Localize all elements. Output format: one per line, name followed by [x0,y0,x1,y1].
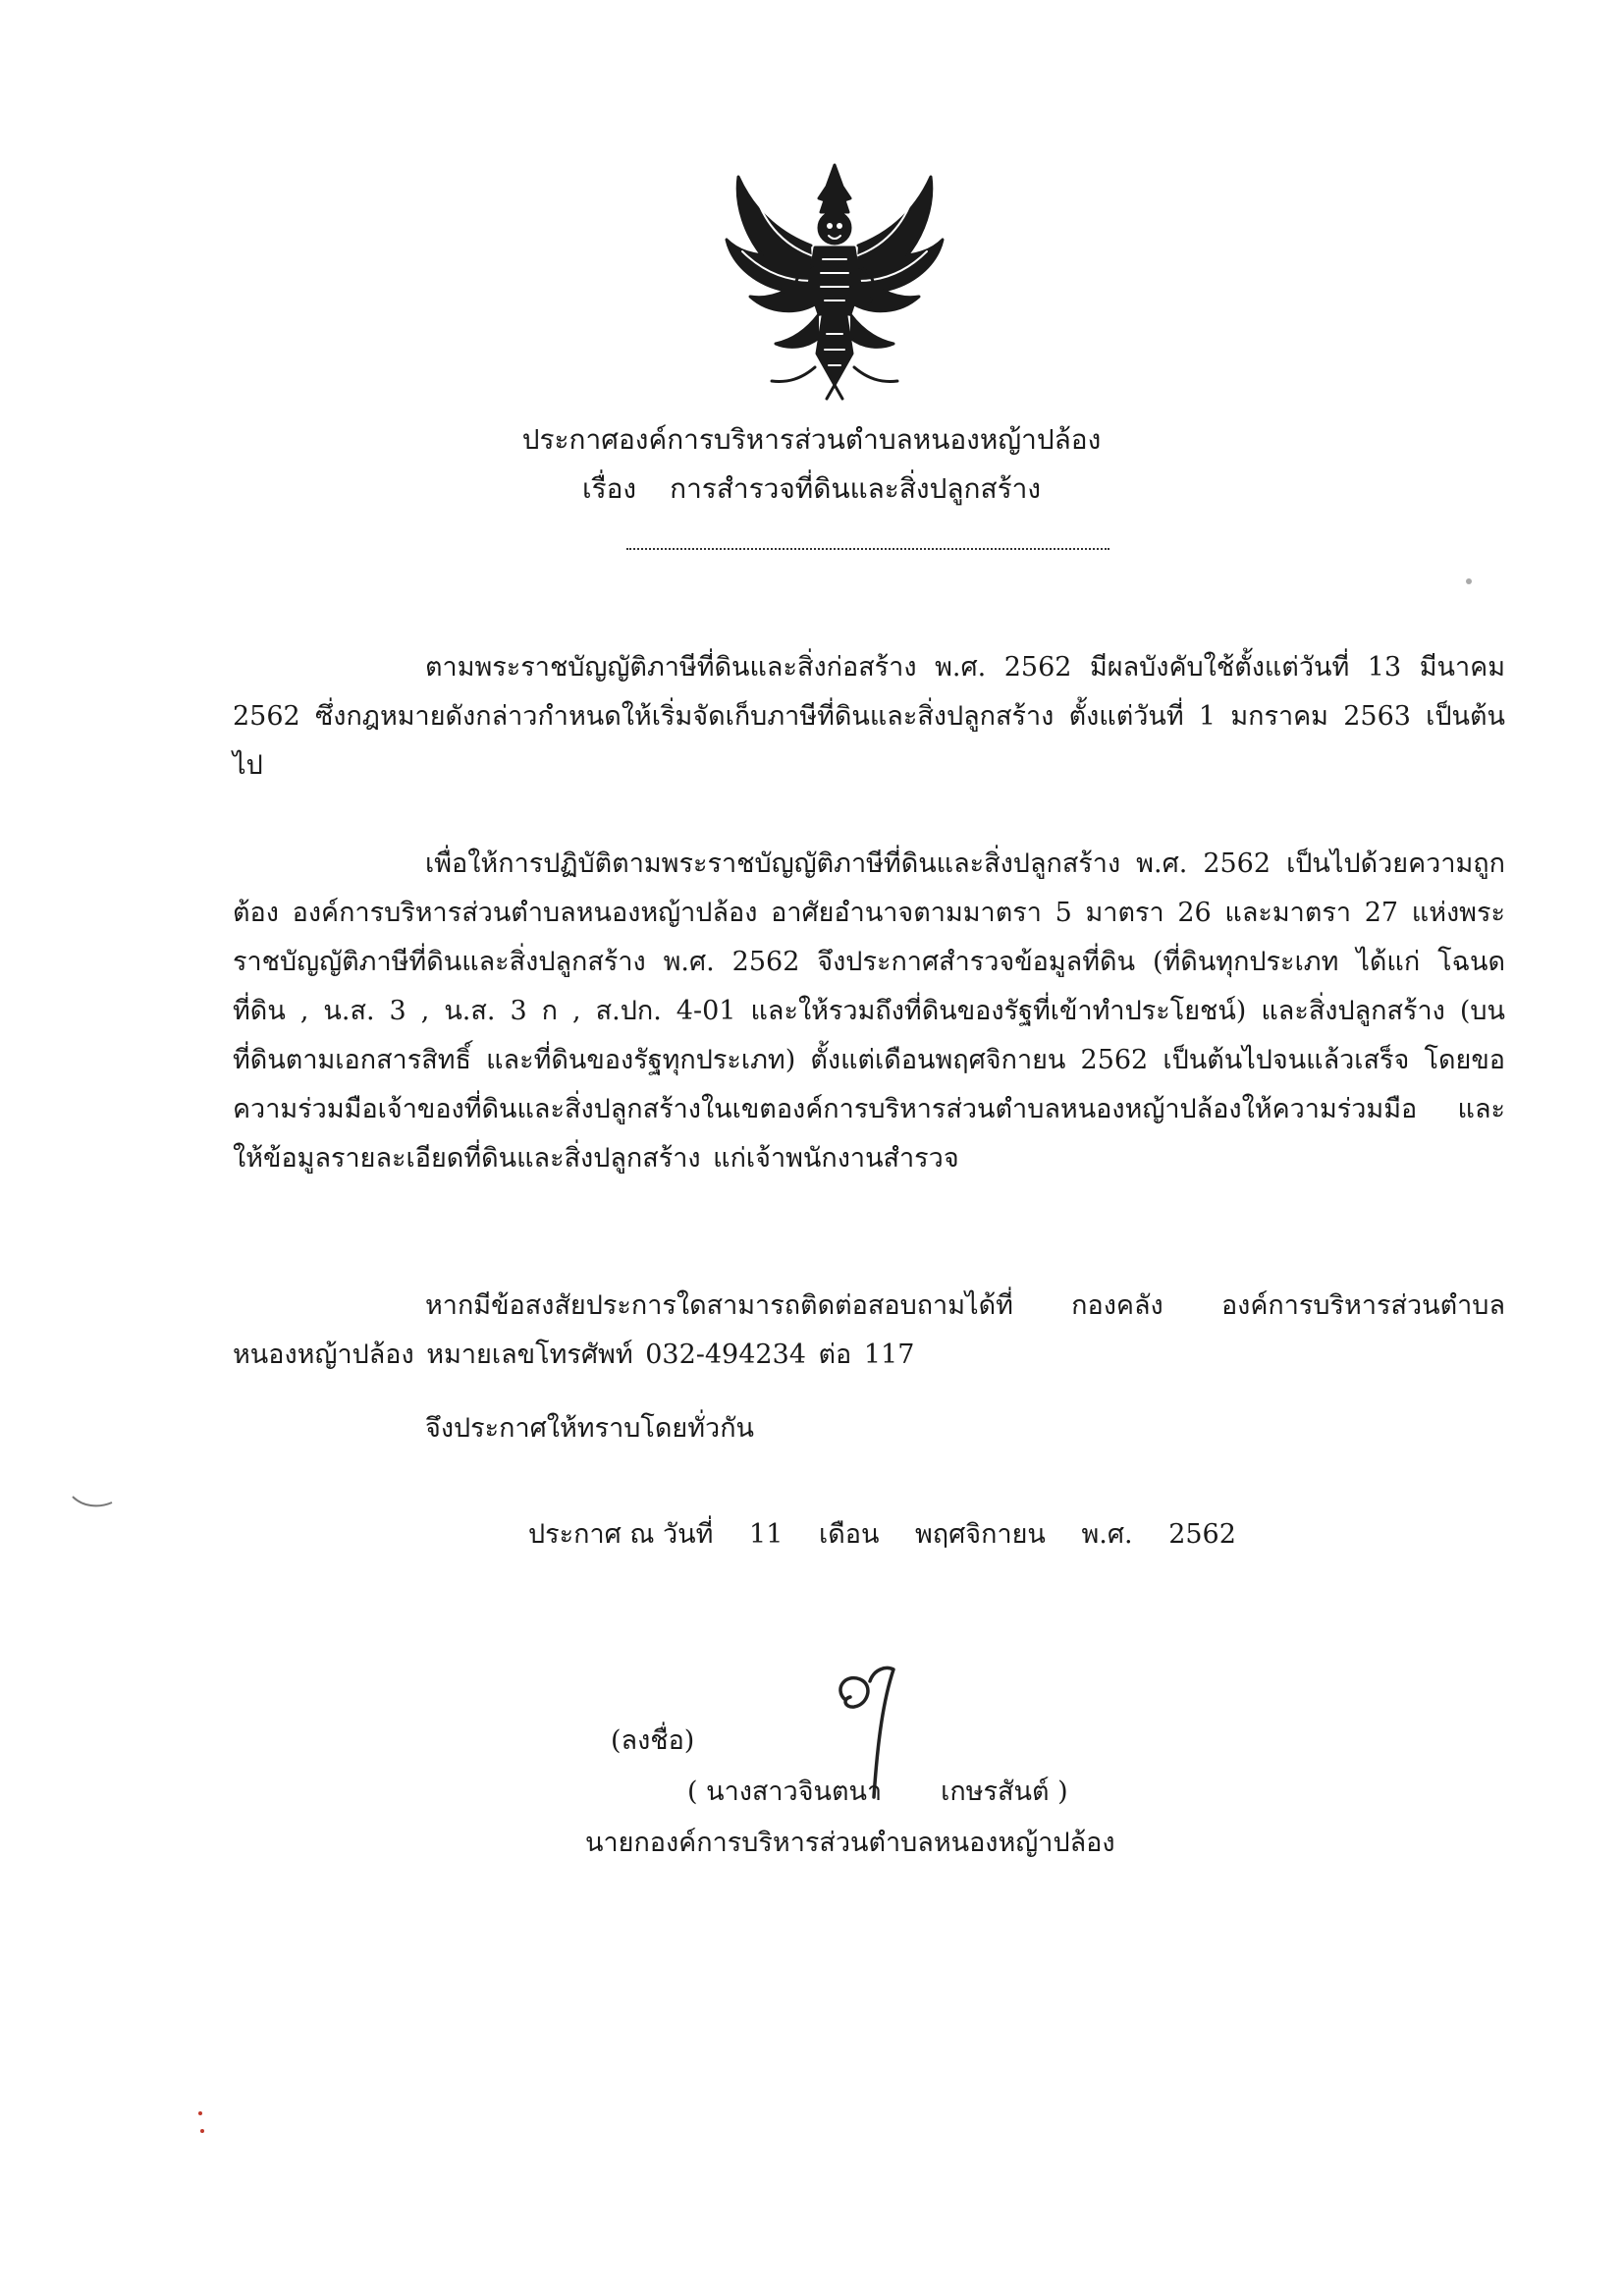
announcement-date [528,1510,1236,1559]
date-month-label: เดือน [818,1519,880,1550]
signatory-name-last: เกษรสันต์ ) [941,1777,1068,1807]
scan-mark-red-icon [196,2109,206,2139]
garuda-emblem-icon [717,157,952,403]
signatory-position: นายกองค์การบริหารส่วนตำบลหนองหญ้าปล้อง [585,1828,1115,1858]
scan-mark-left-icon [69,1493,118,1512]
date-year: 2562 [1168,1519,1236,1550]
signatory-name [687,1768,1068,1817]
date-day: 11 [749,1519,784,1550]
announcement-title: ประกาศองค์การบริหารส่วนตำบลหนองหญ้าปล้อง [521,423,1102,456]
body-paragraph-2: เพื่อให้การปฏิบัติตามพระราชบัญญัติภาษีที่ดินและสิ่งปลูกสร้าง พ.ศ. 2562 เป็นไปด้วยความถูกต้อง องค์การบริหารส่วนตำบลหนองหญ้าปล้อง อาศัยอำนาจตามมาตรา 5 มาตรา 26 และมาตรา 27 แห่งพระราชบัญญัติภาษีที่ดินและสิ่งปลูกสร้าง พ.ศ. 2562 จึงประกาศสำรวจข้อมูลที่ดิน (ที่ดินทุกประเภท ได้แก่ โฉนดที่ดิน , น.ส. 3 , น.ส. 3 ก , ส.ปก. 4-01 และให้รวมถึงที่ดินของรัฐที่เข้าทำประโยชน์) และสิ่งปลูกสร้าง (บนที่ดินตามเอกสารสิทธิ์ และที่ดินของรัฐทุกประเภท) ตั้งแต่เดือนพฤศจิกายน 2562 เป็นต้นไปจนแล้วเสร็จ โดยขอความร่วมมือเจ้าของที่ดินและสิ่งปลูกสร้างในเขตองค์การบริหารส่วนตำบลหนองหญ้าปล้องให้ความร่วมมือ และให้ข้อมูลรายละเอียดที่ดินและสิ่งปลูกสร้าง แก่เจ้าพนักงานสำรวจ [233,848,1505,1174]
title-divider [626,548,1109,550]
signatory-name-first: ( นางสาวจินตนา [687,1777,883,1807]
body-paragraph-3: หากมีข้อสงสัยประการใดสามารถติดต่อสอบถามได้ที่ กองคลัง องค์การบริหารส่วนตำบลหนองหญ้าปล้อง หมายเลขโทรศัพท์ 032-494234 ต่อ 117 [233,1290,1505,1370]
closing-statement: จึงประกาศให้ทราบโดยทั่วกัน [425,1413,754,1444]
date-prefix: ประกาศ ณ วันที่ [528,1519,714,1550]
date-year-label: พ.ศ. [1081,1519,1133,1550]
subject-text: การสำรวจที่ดินและสิ่งปลูกสร้าง [670,472,1041,505]
body-paragraph-1: ตามพระราชบัญญัติภาษีที่ดินและสิ่งก่อสร้าง พ.ศ. 2562 มีผลบังคับใช้ตั้งแต่วันที่ 13 มีนาคม 2562 ซึ่งกฎหมายดังกล่าวกำหนดให้เริ่มจัดเก็บภาษีที่ดินและสิ่งปลูกสร้าง ตั้งแต่วันที่ 1 มกราคม 2563 เป็นต้นไป [233,652,1505,781]
signature-label: (ลงชื่อ) [611,1725,695,1756]
scan-dot-right-icon [1465,577,1473,585]
date-month: พฤศจิกายน [915,1519,1046,1550]
subject-label: เรื่อง [582,472,637,505]
announcement-subject [0,469,1623,509]
